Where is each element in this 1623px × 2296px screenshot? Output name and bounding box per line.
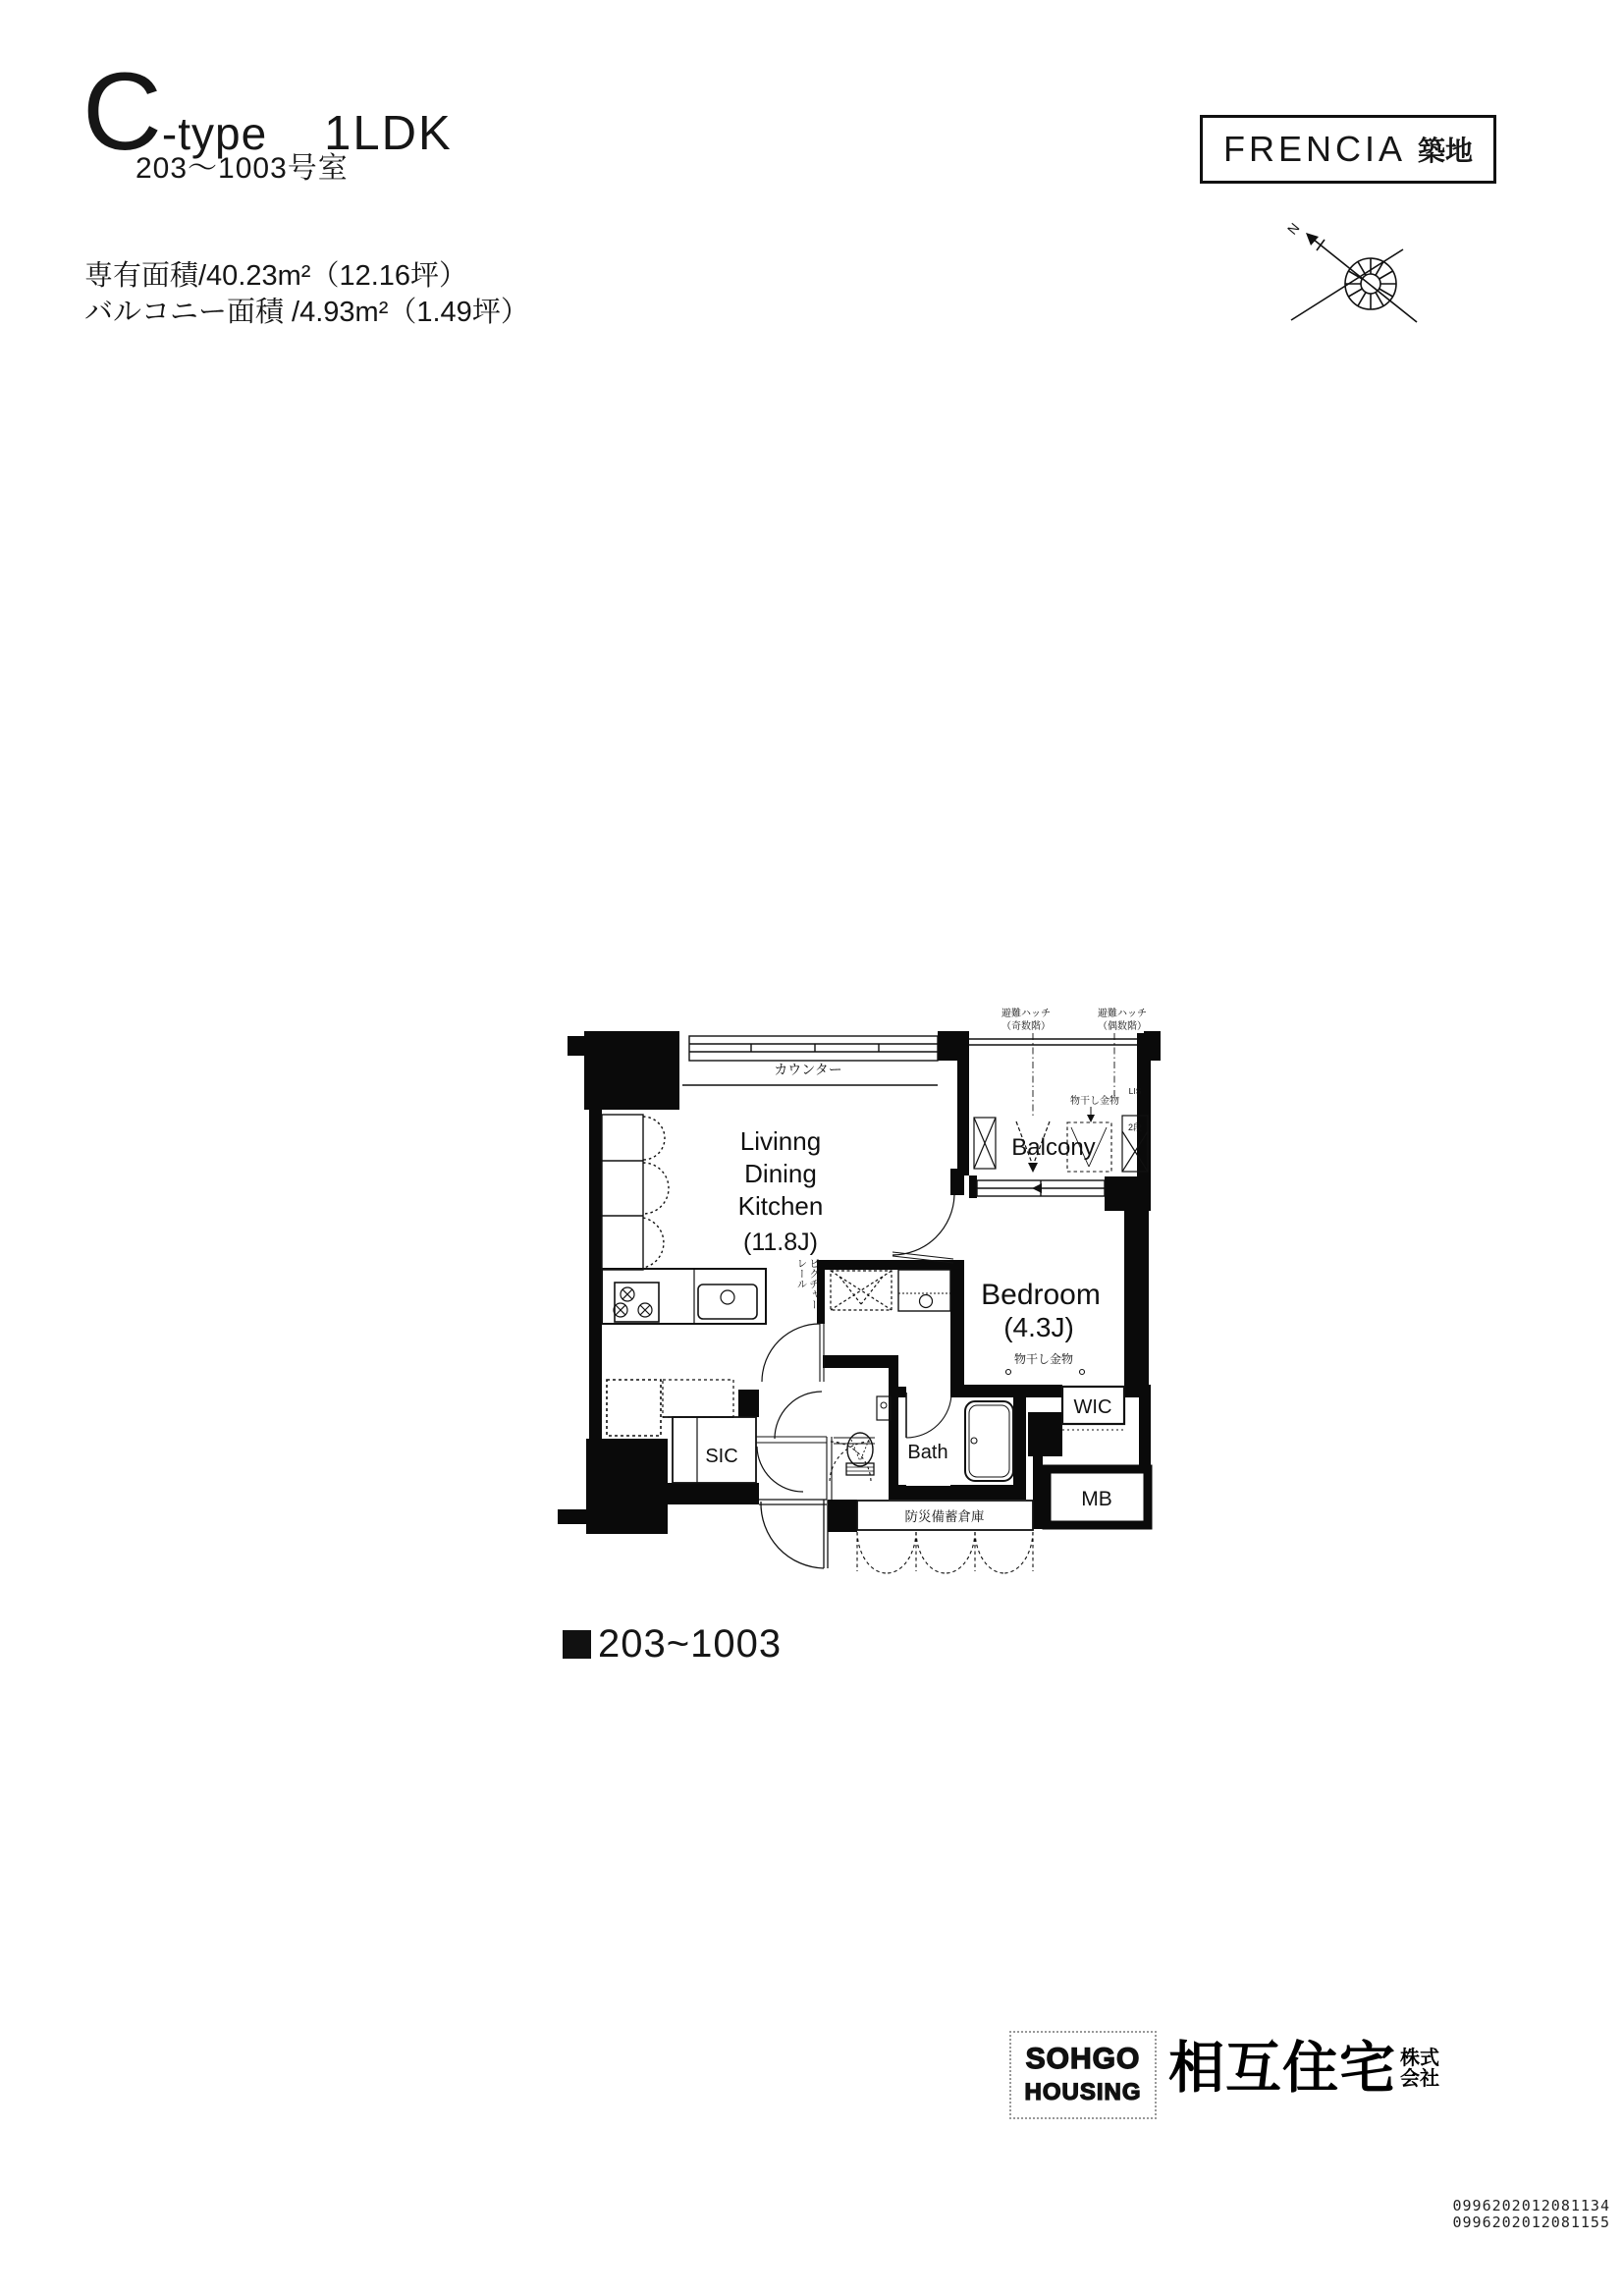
entrance-threshold	[759, 1500, 827, 1504]
wic-label: WIC	[1073, 1396, 1112, 1418]
plan-caption	[563, 1622, 782, 1667]
counter-label: カウンター	[774, 1062, 842, 1077]
sink-faucet-icon	[721, 1290, 734, 1304]
ldk-closet	[602, 1115, 669, 1270]
toilet-basin-icon	[881, 1402, 887, 1408]
caption-text: 203~1003	[598, 1622, 783, 1666]
ldk-label-line3: Kitchen	[737, 1191, 824, 1221]
closet-shelves	[602, 1161, 643, 1216]
plan-layout: 1LDK	[324, 107, 453, 160]
hatch-odd-line1: 避難ハッチ	[1001, 1009, 1051, 1019]
bedroom-size-label: (4.3J)	[1003, 1312, 1074, 1342]
area-info	[84, 258, 529, 331]
meter-box	[1047, 1469, 1148, 1525]
washroom	[831, 1270, 950, 1311]
kitchen-sink	[698, 1285, 757, 1319]
sic-label: SIC	[705, 1446, 738, 1467]
swing-arrowhead	[1028, 1163, 1038, 1173]
building-name-box	[1200, 115, 1496, 184]
kitchen	[602, 1269, 766, 1324]
evac-hatch-odd-box	[974, 1118, 996, 1169]
entrance-door-swing	[761, 1502, 824, 1568]
bedroom	[981, 1279, 1101, 1375]
cupboard-space	[663, 1380, 733, 1417]
compass-north-label: N	[1283, 219, 1303, 238]
balcony-railing	[969, 1039, 1137, 1045]
compass-inner-circle	[1361, 274, 1380, 294]
sic	[673, 1417, 756, 1483]
bath-step-notch	[906, 1475, 950, 1486]
storage-swag	[916, 1532, 975, 1573]
document-codes	[1296, 2198, 1610, 2231]
building-location: 築地	[1418, 136, 1474, 166]
company-suffix-bottom: 会社	[1400, 2067, 1439, 2090]
washroom-door-leaf	[820, 1324, 824, 1382]
compass-arrowhead	[1306, 233, 1319, 246]
document-code-2: 0996202012081155	[1452, 2214, 1610, 2231]
hook-icon	[1006, 1370, 1011, 1375]
room-numbers: 203〜1003号室	[135, 152, 349, 185]
ldk-window-lines	[689, 1044, 938, 1052]
company-logo	[1168, 2037, 1439, 2100]
balcony-label: Balcony	[1011, 1134, 1096, 1161]
company-suffix-top: 株式	[1400, 2047, 1439, 2069]
storage-label: 防災備蓄倉庫	[904, 1509, 985, 1524]
hall-side-lines	[827, 1437, 832, 1500]
storage-door-swings	[857, 1532, 1033, 1573]
entrance-door-leaf	[824, 1500, 828, 1568]
ldk-label-line2: Dining	[744, 1159, 817, 1188]
storage-door-edges	[857, 1532, 1033, 1571]
picture-rail-label: ピクチャーレール	[795, 1258, 820, 1310]
two-tier-label: 2段	[1127, 1122, 1143, 1132]
ldk-size-label: (11.8J)	[743, 1229, 818, 1256]
hatch-captions	[1001, 1007, 1147, 1032]
hatch-odd-line2: （奇数階）	[1001, 1021, 1051, 1032]
bath-label: Bath	[907, 1442, 948, 1463]
hall-door-leaf	[756, 1437, 827, 1443]
stove	[615, 1283, 659, 1322]
ldk-window	[689, 1036, 938, 1061]
sohgo-line1: SOHGO	[1025, 2043, 1141, 2075]
plan-type-letter: C	[82, 50, 162, 173]
compass-cross-line	[1291, 249, 1403, 320]
exclusive-area: 専有面積/40.23m²（12.16坪）	[84, 260, 468, 292]
stove-burners	[614, 1287, 652, 1317]
company-suffix	[1400, 2049, 1439, 2090]
floorplan-drawing	[545, 972, 1163, 1591]
drying-fixture-bedroom-label: 物干し金物	[1013, 1352, 1074, 1366]
sohgo-logo-text	[1014, 2037, 1152, 2113]
vanity-bowl-icon	[920, 1295, 933, 1308]
bath-door-knob-icon	[971, 1438, 977, 1444]
wic	[1062, 1387, 1124, 1430]
ldk-label-line1: Livinng	[739, 1126, 822, 1156]
ldk-labels	[738, 1126, 824, 1256]
window-arrow	[1032, 1183, 1042, 1193]
hatch-x	[974, 1118, 996, 1169]
disaster-storage	[857, 1501, 1033, 1573]
plan-type-suffix: -type	[161, 108, 268, 159]
cupboard-dashed	[663, 1380, 733, 1417]
refrigerator-space	[607, 1380, 661, 1436]
drying-arrowhead	[1087, 1115, 1095, 1122]
washroom-door-swing	[762, 1324, 820, 1382]
washer-x	[831, 1271, 892, 1310]
storage-swag	[975, 1532, 1033, 1573]
sohgo-line2: HOUSING	[1024, 2079, 1142, 2105]
bedroom-label: Bedroom	[981, 1279, 1101, 1311]
bathroom	[906, 1393, 1013, 1481]
toilet-room	[830, 1396, 891, 1481]
kitchen-counter	[602, 1269, 766, 1324]
compass-lines	[1291, 236, 1417, 322]
document-code-1: 0996202012081134	[1452, 2197, 1610, 2214]
balcony-area	[974, 1033, 1148, 1173]
caption-square-icon	[563, 1630, 591, 1659]
compass	[1260, 210, 1436, 348]
closet-outline	[602, 1115, 643, 1270]
bedroom-door-swing	[893, 1195, 954, 1255]
toilet-tank-lines	[846, 1467, 874, 1471]
company-name: 相互住宅	[1168, 2037, 1396, 2100]
toilet-lid-dashes	[851, 1440, 869, 1461]
lis-label: LIS	[1128, 1086, 1142, 1096]
washer-space	[831, 1271, 892, 1310]
hall-door-swing-upper	[775, 1392, 822, 1439]
drying-fixture-balcony-label: 物干し金物	[1070, 1096, 1119, 1107]
hatch-even-line1: 避難ハッチ	[1098, 1009, 1147, 1019]
building-name: FRENCIA	[1222, 129, 1406, 169]
hook-icon	[1080, 1370, 1085, 1375]
bath-door-swing	[906, 1393, 951, 1438]
compass-tick	[1317, 240, 1325, 250]
vanity	[898, 1270, 950, 1311]
mb-label: MB	[1081, 1488, 1112, 1510]
balcony-area: バルコニー面積 /4.93m²（1.49坪）	[84, 297, 529, 328]
bathtub-inner	[969, 1405, 1009, 1477]
sohgo-logo	[1009, 2031, 1157, 2119]
hatch-even-line2: （偶数階）	[1098, 1021, 1147, 1032]
storage-swag	[857, 1532, 916, 1573]
bathtub	[965, 1401, 1013, 1481]
closet-door-arcs	[643, 1117, 669, 1268]
hall-door-swing-lower	[757, 1447, 803, 1492]
